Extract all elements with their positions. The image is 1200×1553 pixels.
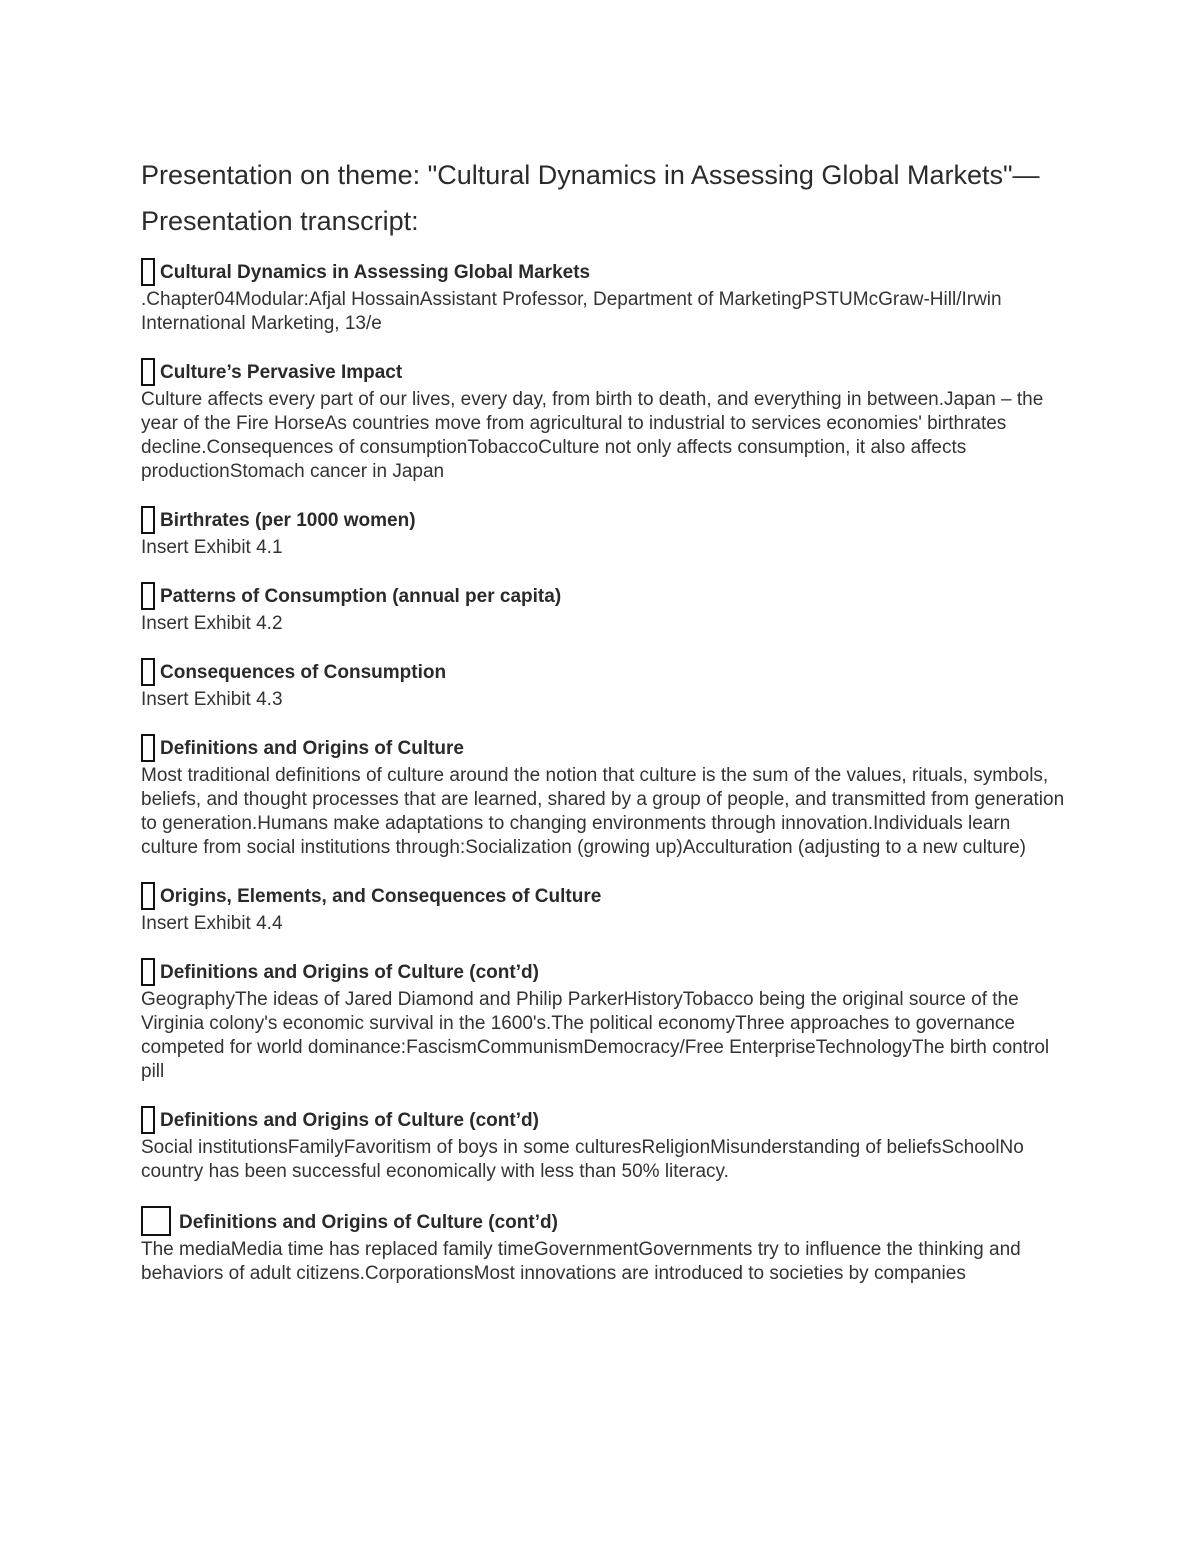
square-bullet-icon: [141, 1206, 171, 1236]
document-title: Presentation on theme: "Cultural Dynamics in Assessing Global Markets"— Presentation transcript:: [141, 160, 1040, 236]
slide-heading: [141, 1206, 1066, 1236]
slide-heading-text: Consequences of Consumption: [160, 662, 447, 683]
square-bullet-icon: [141, 358, 155, 386]
square-bullet-icon: [141, 582, 155, 610]
slide-heading: [141, 1106, 1066, 1134]
slide-section: [141, 258, 1066, 336]
slide-body: Social institutionsFamilyFavoritism of boys in some culturesReligionMisunderstanding of beliefsSchoolNo country has been successful economically with less than 50% literacy.: [141, 1137, 1024, 1182]
square-bullet-icon: [141, 506, 155, 534]
slide-heading-text: Origins, Elements, and Consequences of Culture: [160, 886, 602, 907]
square-bullet-icon: [141, 958, 155, 986]
slide-heading-text: Definitions and Origins of Culture: [160, 738, 464, 759]
slide-body: Insert Exhibit 4.2: [141, 613, 283, 634]
slide-heading-text: Definitions and Origins of Culture (cont’d): [160, 1110, 539, 1131]
slide-section: [141, 1106, 1066, 1184]
slide-heading: [141, 658, 1066, 686]
document-page: [141, 152, 1066, 1308]
slide-heading-text: Cultural Dynamics in Assessing Global Markets: [160, 262, 591, 283]
slide-heading-text: Definitions and Origins of Culture (cont’d): [160, 962, 539, 983]
slide-heading: [141, 734, 1066, 762]
slide-heading: [141, 258, 1066, 286]
slide-section: [141, 506, 1066, 560]
slide-body: .Chapter04Modular:Afjal HossainAssistant Professor, Department of MarketingPSTUMcGraw-Hill/Irwin International Marketing, 13/e: [141, 289, 1002, 334]
slide-heading: [141, 506, 1066, 534]
slide-section: [141, 734, 1066, 860]
slide-heading: [141, 958, 1066, 986]
slide-body: The mediaMedia time has replaced family timeGovernmentGovernments try to influence the thinking and behaviors of adult citizens.CorporationsMost innovations are introduced to societies by companies: [141, 1239, 1021, 1284]
slide-heading-text: Definitions and Origins of Culture (cont’d): [179, 1212, 558, 1233]
slide-section: [141, 582, 1066, 636]
slide-heading-text: Culture’s Pervasive Impact: [160, 362, 403, 383]
slide-heading: [141, 582, 1066, 610]
slide-body: Insert Exhibit 4.3: [141, 689, 283, 710]
square-bullet-icon: [141, 734, 155, 762]
slide-body: Insert Exhibit 4.1: [141, 537, 283, 558]
slide-section: [141, 882, 1066, 936]
square-bullet-icon: [141, 882, 155, 910]
slide-body: GeographyThe ideas of Jared Diamond and Philip ParkerHistoryTobacco being the original source of the Virginia colony's economic survival in the 1600's.The political economyThree approaches to governance competed for world dominance:FascismCommunismDemocracy/Free EnterpriseTechnologyThe birth control pill: [141, 989, 1050, 1082]
slide-body: Culture affects every part of our lives, every day, from birth to death, and everything in between.Japan – the year of the Fire HorseAs countries move from agricultural to industrial to services economies' birthrates decline.Consequences of consumptionTobaccoCulture not only affects consumption, it also affects productionStomach cancer in Japan: [141, 389, 1044, 482]
slide-section: [141, 1206, 1066, 1286]
square-bullet-icon: [141, 1106, 155, 1134]
slide-body: Insert Exhibit 4.4: [141, 913, 283, 934]
slide-section: [141, 658, 1066, 712]
slide-section: [141, 958, 1066, 1084]
slide-body: Most traditional definitions of culture around the notion that culture is the sum of the values, rituals, symbols, beliefs, and thought processes that are learned, shared by a group of people, and transmitted from generation to generation.Humans make adaptations to changing environments through innovation.Individuals learn culture from social institutions through:Socialization (growing up)Acculturation (adjusting to a new culture): [141, 765, 1065, 858]
slide-heading: [141, 882, 1066, 910]
slide-heading: [141, 358, 1066, 386]
square-bullet-icon: [141, 658, 155, 686]
slide-heading-text: Birthrates (per 1000 women): [160, 510, 416, 531]
slide-heading-text: Patterns of Consumption (annual per capita): [160, 586, 562, 607]
square-bullet-icon: [141, 258, 155, 286]
slide-section: [141, 358, 1066, 484]
